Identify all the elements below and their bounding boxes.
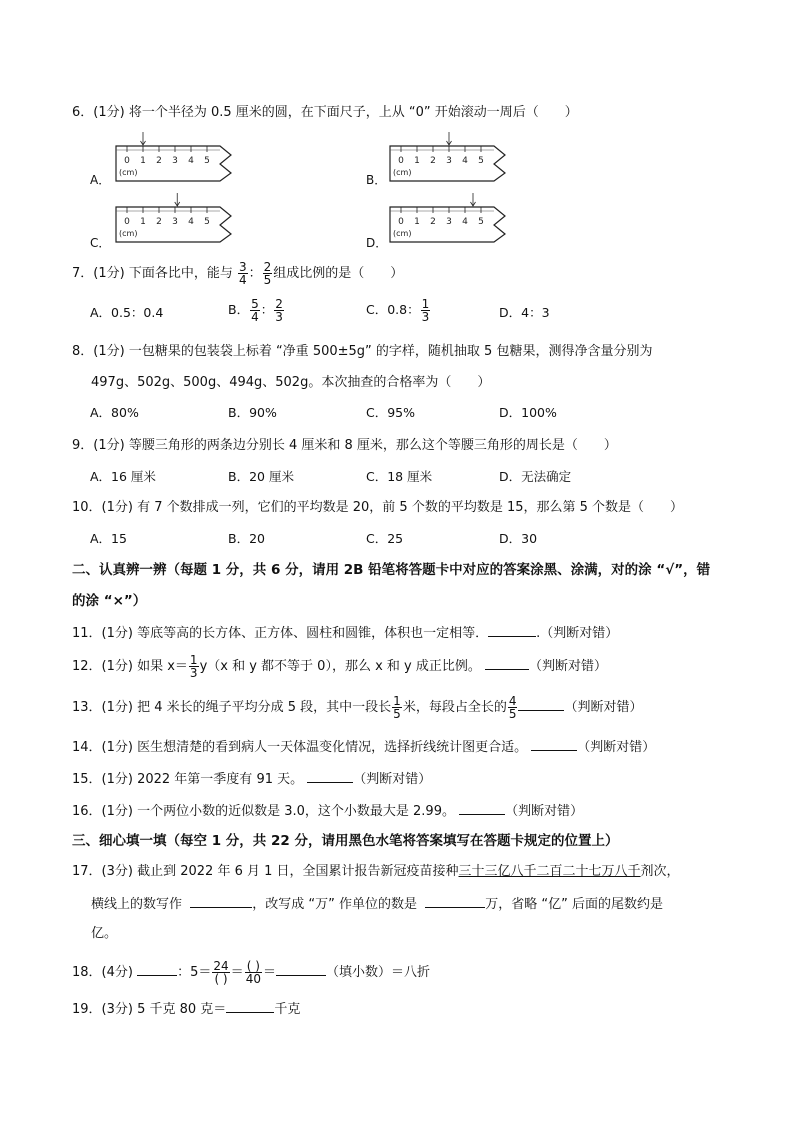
fraction-3-4: $\frac{3}{4}$ [238, 260, 247, 287]
question-17-line1: 17．(3分) 截止到 2022 年 6 月 1 日，全国累计报告新冠疫苗接种三十三亿八千二百二十七万八千剂次， [72, 864, 680, 879]
ruler-tick-label: 5 [478, 217, 484, 227]
answer-blank[interactable] [485, 656, 529, 670]
question-8-line1: 8．(1分) 一包糖果的包装袋上标着 “净重 500±5g” 的字样，随机抽取 5 包糖果，测得净含量分别为 [72, 344, 653, 359]
q7-option-d: D．4：3 [499, 305, 550, 320]
q6-option-b-label: B． [366, 173, 387, 187]
question-11: 11．(1分) 等底等高的长方体、正方体、圆柱和圆锥，体积也一定相等． .（判断对错） [72, 623, 618, 643]
ruler-tick-label: 3 [446, 156, 452, 166]
ruler-tick-label: 1 [140, 217, 146, 227]
fraction-2-5: $\frac{2}{5}$ [263, 260, 272, 287]
question-16: 16．(1分) 一个两位小数的近似数是 3.0，这个小数最大是 2.99。 （判断对错） [72, 801, 583, 821]
ruler-tick-label: 4 [462, 156, 468, 166]
ruler-unit-label: (cm) [119, 229, 138, 238]
q9-option-b: B．20 厘米 [228, 469, 294, 484]
section-3-heading: 三、细心填一填（每空 1 分，共 22 分，请用黑色水笔将答案填写在答题卡规定的位置上） [72, 833, 619, 849]
q10-option-b: B．20 [228, 531, 265, 546]
q8-option-c: C．95% [366, 405, 416, 420]
q7-option-a: A．0.5：0.4 [90, 305, 164, 320]
answer-blank[interactable] [425, 894, 485, 908]
ruler-unit-label: (cm) [393, 168, 412, 177]
ruler-unit-label: (cm) [393, 229, 412, 238]
ruler-tick-label: 3 [172, 217, 178, 227]
question-13: 13．(1分) 把 4 米长的绳子平均分成 5 段，其中一段长 $\frac{1}{5}$ 米，每段占全长的 $\frac{4}{5}$ （判断对错） [72, 694, 643, 721]
question-8-line2: 497g、502g、500g、494g、502g。本次抽查的合格率为（ ） [91, 375, 491, 390]
ruler-tick-label: 1 [414, 156, 420, 166]
q8-option-d: D．100% [499, 405, 557, 420]
question-10-stem: 10．(1分) 有 7 个数排成一列，它们的平均数是 20，前 5 个数的平均数是 15，那么第 5 个数是（ ） [72, 500, 684, 515]
ruler-tick-label: 2 [156, 217, 162, 227]
q6-ruler-b [389, 132, 514, 184]
ruler-tick-label: 2 [430, 217, 436, 227]
ruler-tick-label: 1 [140, 156, 146, 166]
q10-option-a: A．15 [90, 531, 127, 546]
ruler-tick-label: 0 [398, 217, 404, 227]
answer-blank[interactable] [307, 769, 353, 783]
answer-blank[interactable] [137, 962, 177, 976]
answer-blank[interactable] [226, 999, 274, 1013]
ruler-tick-label: 2 [156, 156, 162, 166]
ruler-tick-label: 1 [414, 217, 420, 227]
q9-option-d: D．无法确定 [499, 469, 572, 484]
ruler-tick-label: 5 [204, 217, 210, 227]
question-15: 15．(1分) 2022 年第一季度有 91 天。 （判断对错） [72, 769, 431, 789]
ruler-tick-label: 0 [398, 156, 404, 166]
q6-option-d-label: D． [366, 236, 388, 250]
q8-option-b: B．90% [228, 405, 277, 420]
answer-blank[interactable] [276, 962, 326, 976]
ruler-unit-label: (cm) [119, 168, 138, 177]
answer-blank[interactable] [459, 801, 505, 815]
ruler-tick-label: 0 [124, 217, 130, 227]
section-2-heading-line1: 二、认真辨一辨（每题 1 分，共 6 分，请用 2B 铅笔将答题卡中对应的答案涂黑、涂满，对的涂 “√”，错 [72, 562, 711, 578]
question-14: 14．(1分) 医生想清楚的看到病人一天体温变化情况，选择折线统计图更合适。 （判断对错） [72, 737, 655, 757]
q7-option-b: B． $\frac{5}{4}$ ： $\frac{2}{3}$ [228, 297, 283, 324]
q7-option-c: C．0.8： $\frac{1}{3}$ [366, 297, 430, 324]
ruler-tick-label: 4 [188, 217, 194, 227]
ruler-tick-label: 0 [124, 156, 130, 166]
ruler-tick-label: 5 [204, 156, 210, 166]
ruler-tick-label: 3 [172, 156, 178, 166]
answer-blank[interactable] [531, 737, 577, 751]
q6-ruler-c [115, 193, 240, 245]
question-17-line2: 横线上的数写作 ，改写成 “万” 作单位的数是 万，省略 “亿” 后面的尾数约是 [91, 894, 663, 914]
ruler-tick-label: 2 [430, 156, 436, 166]
ruler-tick-label: 3 [446, 217, 452, 227]
section-2-heading-line2: 的涂 “×”） [72, 593, 147, 609]
q8-option-a: A．80% [90, 405, 139, 420]
question-12: 12．(1分) 如果 x＝ $\frac{1}{3}$ y（x 和 y 都不等于 0），那么 x 和 y 成正比例。 （判断对错） [72, 653, 608, 680]
q10-option-c: C．25 [366, 531, 404, 546]
underlined-number-text: 三十三亿八千二百二十七万八千 [458, 864, 641, 879]
q6-ruler-d [389, 193, 514, 245]
question-17-line3: 亿。 [91, 926, 118, 941]
question-6-stem: 6．(1分) 将一个半径为 0.5 厘米的圆，在下面尺子，上从 “0” 开始滚动一周后（ ） [72, 105, 578, 120]
question-7-stem: 7．(1分) 下面各比中，能与 $\frac{3}{4}$ ： $\frac{2}{5}$ 组成比例的是（ ） [72, 260, 404, 287]
question-9-stem: 9．(1分) 等腰三角形的两条边分别长 4 厘米和 8 厘米，那么这个等腰三角形的周长是（ ） [72, 438, 617, 453]
answer-blank[interactable] [518, 697, 564, 711]
ruler-tick-label: 4 [188, 156, 194, 166]
ruler-tick-label: 5 [478, 156, 484, 166]
q6-option-a-label: A． [90, 173, 111, 187]
answer-blank[interactable] [190, 894, 252, 908]
q6-ruler-a [115, 132, 240, 184]
ruler-tick-label: 4 [462, 217, 468, 227]
q10-option-d: D．30 [499, 531, 538, 546]
q6-option-c-label: C． [90, 236, 111, 250]
q9-option-a: A．16 厘米 [90, 469, 156, 484]
question-18: 18．(4分) ：5＝ $\frac{24}{( )}$ ＝ $\frac{( )}{40}$ ＝ （填小数）＝八折 [72, 959, 430, 986]
question-19: 19．(3分) 5 千克 80 克＝ 千克 [72, 999, 300, 1019]
answer-blank[interactable] [488, 623, 536, 637]
q9-option-c: C．18 厘米 [366, 469, 433, 484]
